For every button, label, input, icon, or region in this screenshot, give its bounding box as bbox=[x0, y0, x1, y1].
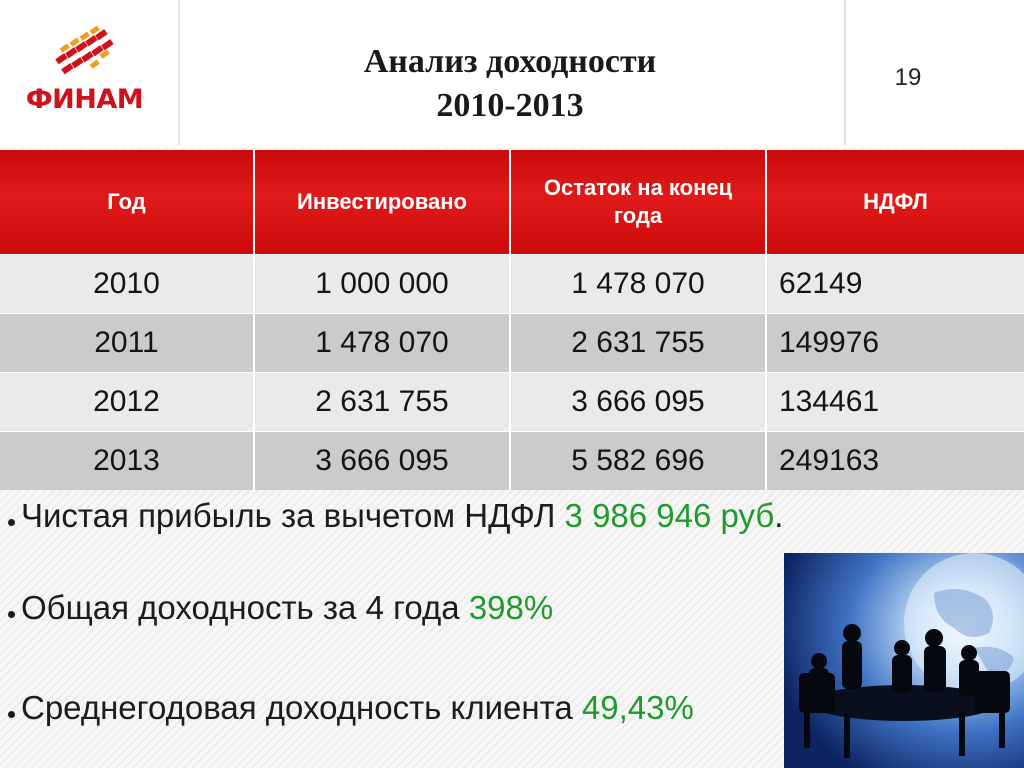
column-header-invested: Инвестировано bbox=[254, 150, 510, 255]
title-line-1: Анализ доходности bbox=[363, 43, 657, 80]
bullet-text: Среднегодовая доходность клиента bbox=[21, 689, 582, 726]
cell-year: 2011 bbox=[0, 314, 254, 373]
bullet-total-return bbox=[8, 589, 553, 627]
business-meeting-photo bbox=[784, 553, 1024, 768]
bullet-suffix: . bbox=[774, 497, 784, 534]
cell-year: 2010 bbox=[0, 255, 254, 314]
cell-tax: 149976 bbox=[766, 314, 1024, 373]
cell-year: 2013 bbox=[0, 432, 254, 491]
cell-invested: 3 666 095 bbox=[254, 432, 510, 491]
finam-logo bbox=[22, 22, 152, 122]
table-row bbox=[0, 432, 1024, 491]
finam-logo-mark-icon bbox=[52, 22, 122, 84]
cell-balance: 2 631 755 bbox=[510, 314, 766, 373]
cell-balance: 5 582 696 bbox=[510, 432, 766, 491]
meeting-silhouettes-icon bbox=[784, 553, 1024, 768]
table-row bbox=[0, 314, 1024, 373]
column-header-tax: НДФЛ bbox=[766, 150, 1024, 255]
table-row bbox=[0, 373, 1024, 432]
bullet-dot-icon bbox=[8, 711, 15, 718]
column-header-balance: Остаток на конец года bbox=[510, 150, 766, 255]
slide-number: 19 bbox=[894, 64, 922, 91]
cell-balance: 3 666 095 bbox=[510, 373, 766, 432]
table-row bbox=[0, 255, 1024, 314]
header-divider-right bbox=[844, 0, 847, 145]
bullet-highlight-value: 49,43% bbox=[581, 689, 694, 726]
cell-year: 2012 bbox=[0, 373, 254, 432]
cell-tax: 134461 bbox=[766, 373, 1024, 432]
header-divider-left bbox=[178, 0, 181, 145]
income-table bbox=[0, 150, 1024, 490]
cell-invested: 2 631 755 bbox=[254, 373, 510, 432]
cell-balance: 1 478 070 bbox=[510, 255, 766, 314]
slide-header bbox=[0, 0, 1024, 148]
column-header-year: Год bbox=[0, 150, 254, 255]
bullet-annual-return bbox=[8, 689, 694, 727]
bullet-text: Общая доходность за 4 года bbox=[21, 589, 469, 626]
slide-title bbox=[300, 40, 720, 128]
cell-tax: 62149 bbox=[766, 255, 1024, 314]
title-line-2: 2010-2013 bbox=[436, 87, 584, 124]
cell-invested: 1 478 070 bbox=[254, 314, 510, 373]
bullet-highlight-value: 398% bbox=[468, 589, 554, 626]
cell-invested: 1 000 000 bbox=[254, 255, 510, 314]
bullet-net-profit bbox=[8, 497, 783, 535]
table-header-row bbox=[0, 150, 1024, 255]
logo-text: ФИНАМ bbox=[25, 84, 144, 115]
bullet-text: Чистая прибыль за вычетом НДФЛ bbox=[21, 497, 565, 534]
bullet-dot-icon bbox=[8, 611, 15, 618]
bullet-dot-icon bbox=[8, 519, 15, 526]
bullet-highlight-value: 3 986 946 руб bbox=[564, 497, 775, 534]
cell-tax: 249163 bbox=[766, 432, 1024, 491]
